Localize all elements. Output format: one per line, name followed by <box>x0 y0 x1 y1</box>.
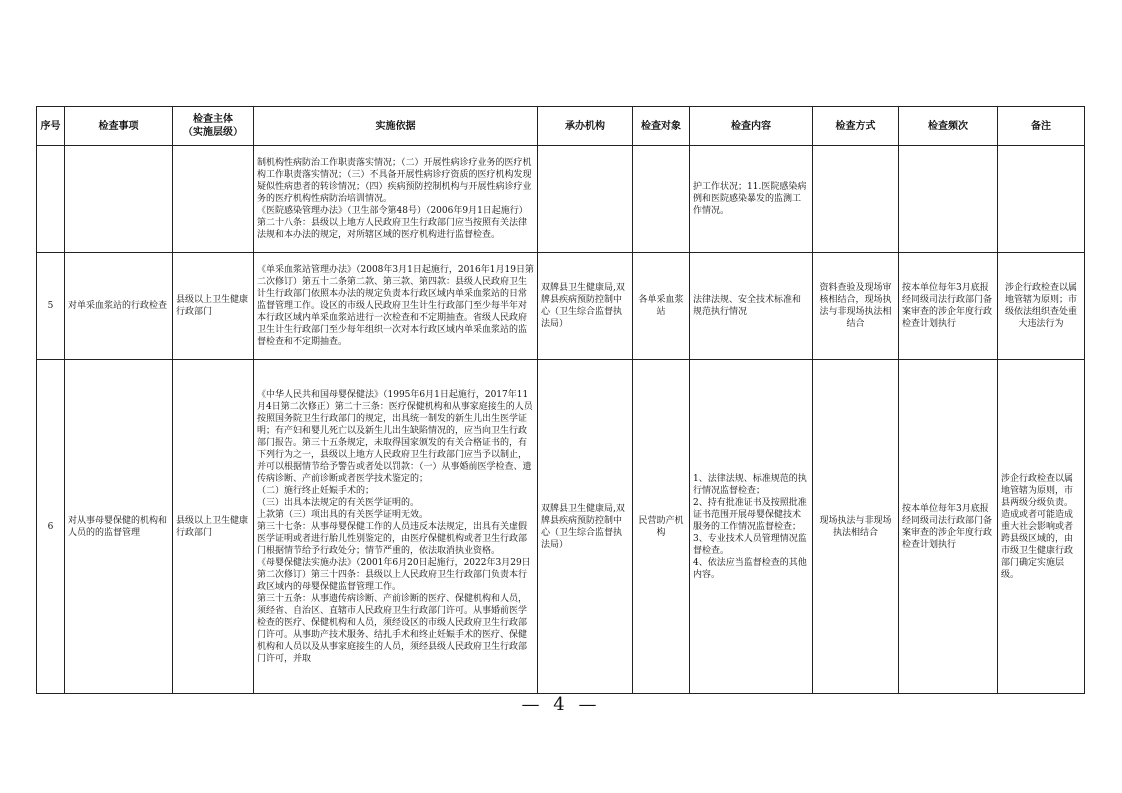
header-note: 备注 <box>998 107 1085 146</box>
row-method: 现场执法与非现场执法相结合 <box>813 360 899 694</box>
row-target <box>633 146 690 253</box>
row-org <box>538 146 633 253</box>
row-basis: 《单采血浆站管理办法》（2008年3月1日起施行，2016年1月19日第二次修订）第五十二条第二款、第三款、第四款：县级人民政府卫生计生行政部门依照本办法的规定负责本行政区域内单采血浆站的日常监督管理工作。设区的市级人民政府卫生计生行政部门至少每半年对本行政区域内单采血浆站进行一次检查和不定期抽查。省级人民政府卫生计生行政部门至少每年组织一次对本行政区域内单采血浆站的监督检查和不定期抽查。 <box>254 253 538 360</box>
row-item <box>65 146 173 253</box>
table-header-row <box>37 107 1085 146</box>
table-row <box>37 360 1085 694</box>
row-subject: 县级以上卫生健康行政部门 <box>173 253 254 360</box>
row-item: 对从事母婴保健的机构和人员的的监督管理 <box>65 360 173 694</box>
row-content: 法律法规、安全技术标准和规范执行情况 <box>690 253 813 360</box>
header-item: 检查事项 <box>65 107 173 146</box>
row-note <box>998 146 1085 253</box>
row-no <box>37 146 65 253</box>
row-no: 5 <box>37 253 65 360</box>
row-org: 双牌县卫生健康局,双牌县疾病预防控制中心（卫生综合监督执法局） <box>538 360 633 694</box>
row-org: 双牌县卫生健康局,双牌县疾病预防控制中心（卫生综合监督执法局） <box>538 253 633 360</box>
row-target: 民营助产机构 <box>633 360 690 694</box>
row-method: 资料查验及现场审核相结合，现场执法与非现场执法相结合 <box>813 253 899 360</box>
header-org: 承办机构 <box>538 107 633 146</box>
header-no: 序号 <box>37 107 65 146</box>
header-basis: 实施依据 <box>254 107 538 146</box>
row-content: 1、法律法规、标准规范的执行情况监督检查； 2、持有批准证书及按照批准证书范围开展母婴保健技术服务的工作情况监督检查； 3、专业技术人员管理情况监督检查。 4、依法应当监督检查的其他内容。 <box>690 360 813 694</box>
inspection-table <box>36 106 1085 694</box>
header-subject: 检查主体 （实施层级） <box>173 107 254 146</box>
header-content: 检查内容 <box>690 107 813 146</box>
row-freq: 按本单位每年3月底报经同级司法行政部门备案审查的涉企年度行政检查计划执行 <box>899 253 998 360</box>
row-subject: 县级以上卫生健康行政部门 <box>173 360 254 694</box>
table-row <box>37 146 1085 253</box>
row-subject <box>173 146 254 253</box>
row-method <box>813 146 899 253</box>
row-freq: 按本单位每年3月底报经同级司法行政部门备案审查的涉企年度行政检查计划执行 <box>899 360 998 694</box>
row-note: 涉企行政检查以属地管辖为原则；市级依法组织查处重大违法行为 <box>998 253 1085 360</box>
row-content: 护工作状况；11.医院感染病例和医院感染暴发的监测工作情况。 <box>690 146 813 253</box>
row-basis: 《中华人民共和国母婴保健法》（1995年6月1日起施行，2017年11月4日第二次修正）第二十三条：医疗保健机构和从事家庭接生的人员按照国务院卫生行政部门的规定，出具统一制发的新生儿出生医学证明；有产妇和婴儿死亡以及新生儿出生缺陷情况的，应当向卫生行政部门报告。第三十五条规定，未取得国家颁发的有关合格证书的，有下列行为之一，县级以上地方人民政府卫生行政部门应当予以制止，并可以根据情节给予警告或者处以罚款：（一）从事婚前医学检查、遗传病诊断、产前诊断或者医学技术鉴定的； （二）施行终止妊娠手术的； （三）出具本法规定的有关医学证明的。 上款第（三）项出具的有关医学证明无效。 第三十七条：从事母婴保健工作的人员违反本法规定，出具有关虚假医学证明或者进行胎儿性别鉴定的，由医疗保健机构或者卫生行政部门根据情节给予行政处分；情节严重的，依法取消执业资格。 《母婴保健法实施办法》（2001年6月20日起施行，2022年3月29日第二次修订）第三十四条：县级以上人民政府卫生行政部门负责本行政区域内的母婴保健监督管理工作。 第三十五条：从事遗传病诊断、产前诊断的医疗、保健机构和人员，须经省、自治区、直辖市人民政府卫生行政部门许可。从事婚前医学检查的医疗、保健机构和人员，须经设区的市级人民政府卫生行政部门许可。从事助产技术服务、结扎手术和终止妊娠手术的医疗、保健机构和人员以及从事家庭接生的人员，须经县级人民政府卫生行政部门许可，并取 <box>254 360 538 694</box>
row-freq <box>899 146 998 253</box>
table-row <box>37 253 1085 360</box>
row-basis: 制机构性病防治工作职责落实情况；（二）开展性病诊疗业务的医疗机构工作职责落实情况；（三）不具备开展性病诊疗资质的医疗机构发现疑似性病患者的转诊情况；（四）疾病预防控制机构与开展性病诊疗业务的医疗机构性病防治培训情况。 《医院感染管理办法》（卫生部令第48号）（2006年9月1日起施行）第二十八条：县级以上地方人民政府卫生行政部门应当按照有关法律法规和本办法的规定，对所辖区域的医疗机构进行监督检查。 <box>254 146 538 253</box>
row-target: 各单采血浆站 <box>633 253 690 360</box>
header-target: 检查对象 <box>633 107 690 146</box>
page-number: — 4 — <box>521 694 601 715</box>
header-method: 检查方式 <box>813 107 899 146</box>
row-note: 涉企行政检查以属地管辖为原则，市县两级分级负责。造成或者可能造成重大社会影响或者跨县级区域的，由市级卫生健康行政部门确定实施层级。 <box>998 360 1085 694</box>
row-no: 6 <box>37 360 65 694</box>
row-item: 对单采血浆站的行政检查 <box>65 253 173 360</box>
header-freq: 检查频次 <box>899 107 998 146</box>
